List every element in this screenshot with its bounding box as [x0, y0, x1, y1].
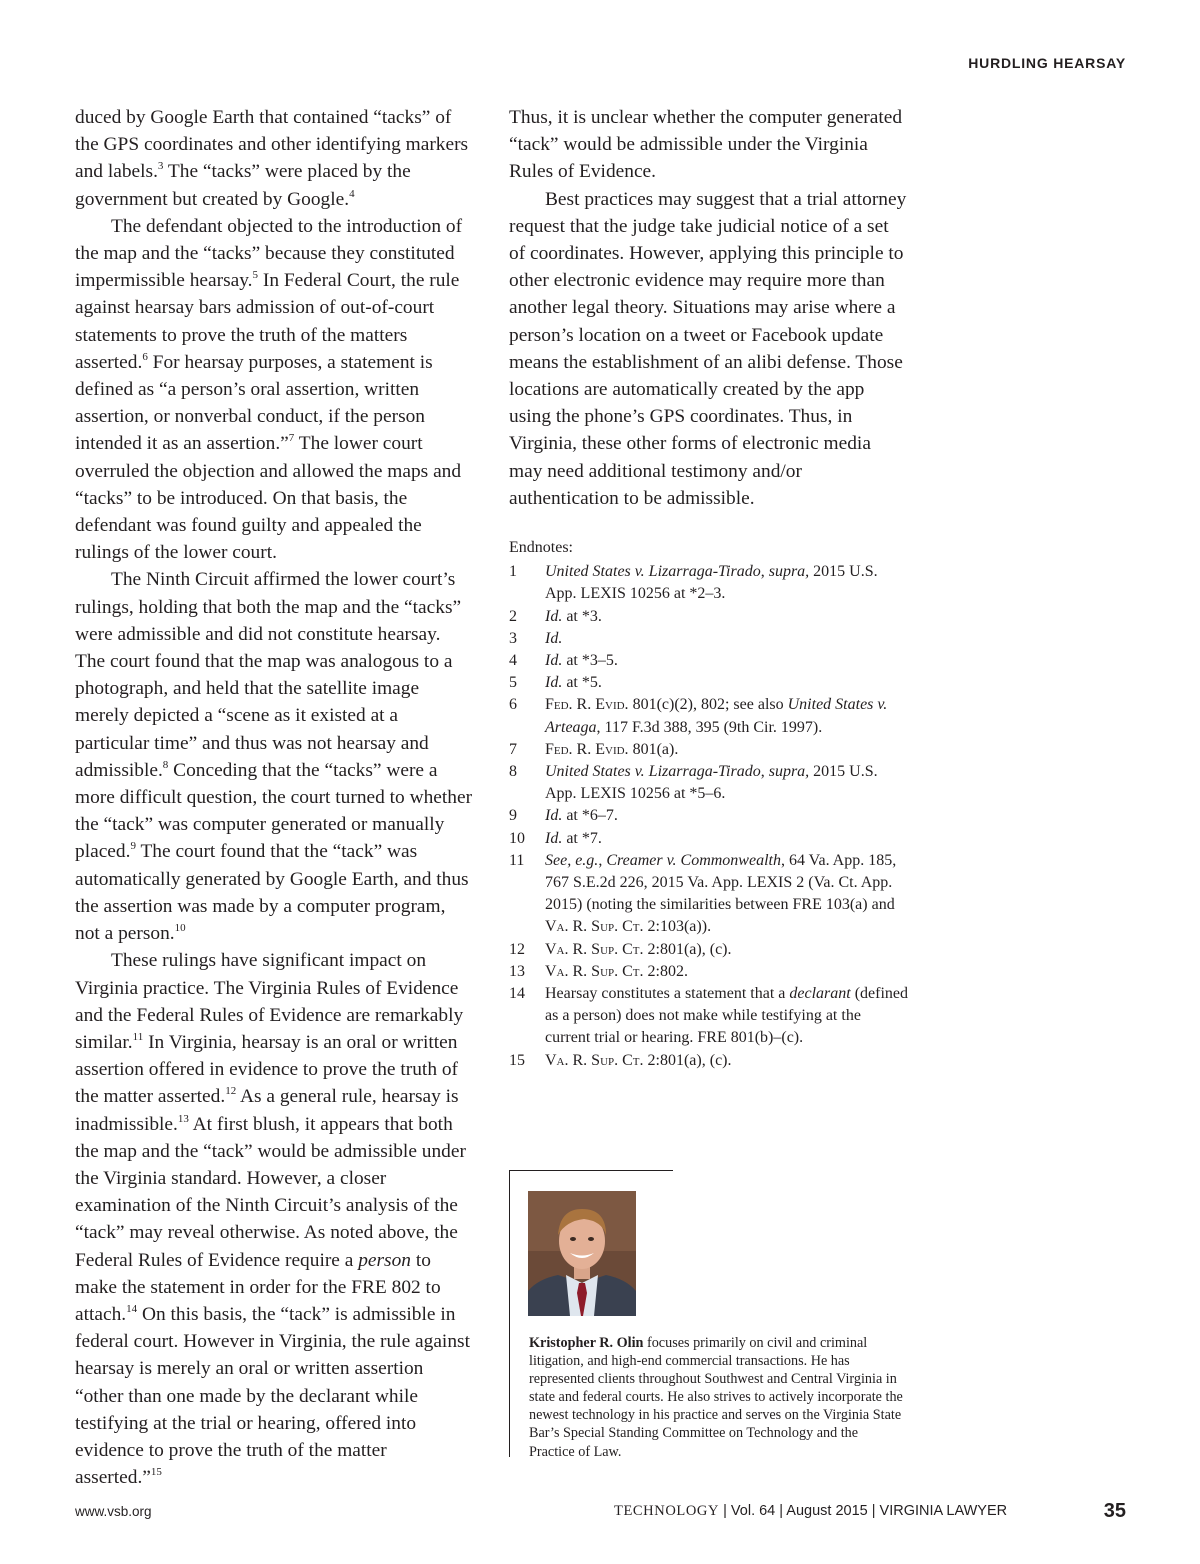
running-header: HURDLING HEARSAY	[968, 55, 1126, 71]
endnote-text	[545, 694, 909, 738]
endnotes	[509, 537, 909, 1072]
endnote-item	[509, 1050, 909, 1072]
endnote-text	[545, 983, 909, 1050]
endnote-number: 14	[509, 985, 525, 1003]
endnote-item	[509, 694, 909, 738]
citation-signal: supra,	[768, 563, 810, 581]
text: The lower court overruled the objection and allowed the maps and “tacks” to be introduced. On that basis, the defendant was found guilty and appealed the rulings of the lower court.	[75, 433, 462, 564]
endnote-number: 8	[509, 763, 517, 781]
endnote-number: 11	[509, 851, 525, 869]
footer-section: TECHNOLOGY	[614, 1503, 720, 1519]
text: 2:801(a), (c).	[643, 1051, 732, 1069]
text: These rulings have significant impact on Virginia practice. The Virginia Rules of Evidence and the Federal Rules of Evidence are remarkably similar.	[75, 950, 464, 1053]
emphasis: declarant	[789, 985, 851, 1003]
footer-publication: VIRGINIA LAWYER	[879, 1503, 1008, 1519]
endnote-ref[interactable]: 10	[174, 922, 186, 935]
text: The “tacks” were placed by the government but created by Google.	[75, 161, 411, 210]
endnote-item	[509, 983, 909, 1050]
emphasis: person	[358, 1249, 411, 1271]
text: 2:801(a), (c).	[643, 940, 732, 958]
author-portrait-icon	[528, 1191, 636, 1316]
text: 801(a).	[628, 740, 679, 758]
rule-citation: Va. R. Sup. Ct.	[545, 918, 644, 936]
text: In Federal Court, the rule against hearsay bars admission of out-of-court statements to prove the truth of the matters asserted.	[75, 270, 460, 373]
endnote-ref[interactable]: 6	[142, 350, 148, 363]
endnote-number: 15	[509, 1051, 525, 1069]
text: In Virginia, hearsay is an oral or written assertion offered in evidence to prove the truth of the matter asserted.	[75, 1031, 459, 1108]
bio-divider-top	[509, 1170, 673, 1171]
text: duced by Google Earth that contained “tacks” of the GPS coordinates and other identifying markers and labels.	[75, 107, 469, 183]
endnote-ref[interactable]: 8	[162, 758, 169, 771]
endnote-text	[545, 650, 909, 672]
rule-citation: Fed. R. Evid.	[545, 740, 629, 758]
endnotes-title: Endnotes:	[509, 539, 573, 556]
citation-signal: Id.	[545, 807, 563, 825]
text: 2:103(a)).	[643, 918, 712, 936]
endnote-number: 3	[509, 629, 517, 647]
endnote-number: 13	[509, 962, 525, 980]
endnote-text	[545, 828, 909, 850]
text: Conceding that the “tacks” were a more difficult question, the court turned to whether the “tack” was computer generated or manually placed.	[75, 759, 473, 863]
paragraph	[75, 213, 475, 567]
citation-signal: Id.	[545, 652, 563, 670]
text: at *3–5.	[562, 652, 618, 670]
rule-citation: Va. R. Sup. Ct.	[545, 962, 644, 980]
endnote-text	[545, 850, 909, 939]
text: Hearsay constitutes a statement that a	[545, 985, 790, 1003]
endnote-ref[interactable]: 14	[126, 1302, 138, 1315]
endnote-item	[509, 761, 909, 805]
citation-signal: Id.	[545, 629, 563, 647]
endnote-item	[509, 828, 909, 850]
endnote-ref[interactable]: 13	[177, 1112, 189, 1125]
footer-separator: |	[719, 1503, 731, 1519]
text: , 117 F.3d 388, 395 (9th Cir. 1997).	[596, 718, 823, 736]
paragraph: Best practices may suggest that a trial attorney request that the judge take judicial notice of a set of coordinates. However, applying this principle to other electronic evidence may require more than another legal theory. Situations may arise where a person’s location on a tweet or Facebook update means the establishment of an alibi defense. Those locations are automatically created by the app using the phone’s GPS coordinates. Thus, in Virginia, these other forms of electronic media may need additional testimony and/or authentication to be admissible.	[509, 188, 907, 509]
author-name: Kristopher R. Olin	[529, 1335, 644, 1351]
footer-separator: |	[867, 1503, 880, 1519]
endnote-ref[interactable]: 3	[157, 160, 164, 173]
endnote-number: 5	[509, 674, 517, 692]
citation-signal: Id.	[545, 829, 563, 847]
text: ,	[760, 563, 769, 581]
case-name: Creamer v. Commonwealth	[606, 851, 781, 869]
text: ,	[598, 851, 607, 869]
paragraph	[75, 947, 475, 1491]
footer-volume: Vol. 64	[730, 1503, 776, 1519]
endnote-number: 1	[509, 563, 517, 581]
page-number: 35	[1103, 1500, 1126, 1522]
endnote-item	[509, 561, 909, 605]
endnote-text	[545, 761, 909, 805]
footer-website-link[interactable]: www.vsb.org	[75, 1504, 152, 1519]
text: At first blush, it appears that both the map and the “tack” would be admissible under the Virginia standard. However, a closer examination of the Ninth Circuit’s analysis of the “tack” may reveal otherwise. As noted above, the Federal Rules of Evidence require a	[75, 1113, 466, 1271]
endnote-text	[545, 805, 909, 827]
endnote-number: 12	[509, 940, 525, 958]
endnote-ref[interactable]: 9	[130, 840, 136, 853]
endnote-item	[509, 628, 909, 650]
text: As a general rule, hearsay is inadmissible.	[75, 1086, 459, 1135]
endnote-ref[interactable]: 7	[288, 432, 295, 445]
endnote-text	[545, 606, 909, 628]
endnote-item	[509, 850, 909, 939]
text: at *5.	[562, 674, 602, 692]
case-name: United States v. Lizarraga-Tirado	[545, 763, 761, 781]
endnote-text	[545, 672, 909, 694]
endnote-ref[interactable]: 15	[150, 1466, 162, 1479]
endnote-item	[509, 961, 909, 983]
text: to make the statement in order for the FRE 802 to attach.	[75, 1249, 441, 1325]
endnote-number: 10	[509, 829, 525, 847]
footer-separator: |	[775, 1503, 787, 1519]
text: at *6–7.	[562, 807, 618, 825]
endnote-item	[509, 606, 909, 628]
endnote-text	[545, 739, 909, 761]
footer-issue-info	[614, 1503, 1007, 1520]
text: 2015 U.S. App. LEXIS 10256 at *5–6.	[545, 763, 878, 803]
rule-citation: Va. R. Sup. Ct.	[545, 940, 644, 958]
endnote-number: 6	[509, 696, 517, 714]
text: The defendant objected to the introduction of the map and the “tacks” because they constituted impermissible hearsay.	[75, 215, 463, 292]
endnote-number: 9	[509, 807, 517, 825]
author-bio-text: focuses primarily on civil and criminal litigation, and high-end commercial transactions. He has represented clients throughout Southwest and Central Virginia in state and federal courts. He also strives to actively incorporate the newest technology in his practice and serves on the Virginia State Bar’s Special Standing Committee on Technology and the Practice of Law.	[529, 1335, 903, 1460]
citation-signal: Id.	[545, 674, 563, 692]
endnote-item	[509, 939, 909, 961]
citation-signal: See, e.g.	[545, 851, 599, 869]
text: 2015 U.S. App. LEXIS 10256 at *2–3.	[545, 563, 878, 603]
endnote-text	[545, 939, 909, 961]
endnote-text	[545, 1050, 909, 1072]
endnote-ref[interactable]: 5	[252, 269, 259, 282]
endnote-item	[509, 805, 909, 827]
author-bio	[529, 1334, 907, 1461]
endnote-item	[509, 672, 909, 694]
text: , 64 Va. App. 185, 767 S.E.2d 226, 2015 Va. App. LEXIS 2 (Va. Ct. App. 2015) (noting the similarities between FRE 103(a) and	[545, 851, 897, 914]
paragraph: Thus, it is unclear whether the computer generated “tack” would be admissible under the Virginia Rules of Evidence.	[509, 107, 903, 183]
text: at *7.	[562, 829, 602, 847]
endnote-number: 2	[509, 607, 517, 625]
case-name: United States v. Arteaga	[545, 696, 888, 736]
endnote-text	[545, 628, 909, 650]
endnote-number: 4	[509, 652, 517, 670]
endnote-ref[interactable]: 12	[225, 1085, 237, 1098]
text: The Ninth Circuit affirmed the lower court’s rulings, holding that both the map and the “tacks” were admissible and did not constitute hearsay. The court found that the map was analogous to a photograph, and held that the satellite image merely depicted a “scene as it existed at a particular time” and thus was not hearsay and admissible.	[75, 569, 462, 781]
bio-divider-left	[509, 1170, 510, 1457]
rule-citation: Va. R. Sup. Ct.	[545, 1051, 644, 1069]
text: ,	[760, 763, 769, 781]
paragraph	[75, 104, 475, 213]
rule-citation: Fed. R. Evid.	[545, 696, 629, 714]
paragraph	[75, 566, 475, 947]
article-body-left	[75, 104, 475, 1491]
text: 801(c)(2), 802; see also	[628, 696, 788, 714]
text: (defined as a person) does not make while testifying at the current trial or hearing. FRE 801(b)–(c).	[545, 985, 908, 1047]
text: For hearsay purposes, a statement is defined as “a person’s oral assertion, written assertion, or nonverbal conduct, if the person intended it as an assertion.”	[75, 351, 433, 455]
text: 2:802.	[643, 962, 688, 980]
citation-signal: supra,	[768, 763, 810, 781]
endnote-item	[509, 739, 909, 761]
endnote-text	[545, 561, 909, 605]
endnote-ref[interactable]: 4	[349, 187, 355, 200]
endnote-text	[545, 961, 909, 983]
text: The court found that the “tack” was automatically generated by Google Earth, and thus the assertion was made by a computer program, not a person.	[75, 841, 469, 945]
citation-signal: Id.	[545, 607, 563, 625]
text: On this basis, the “tack” is admissible in federal court. However in Virginia, the rule against hearsay is merely an oral or written assertion “other than one made by the declarant while testifying at the trial or hearing, offered into evidence to prove the truth of the matter asserted.”	[75, 1303, 470, 1489]
endnote-ref[interactable]: 11	[132, 1030, 144, 1043]
endnote-item	[509, 650, 909, 672]
article-body-right	[509, 104, 909, 512]
case-name: United States v. Lizarraga-Tirado	[545, 563, 761, 581]
endnote-number: 7	[509, 740, 517, 758]
text: at *3.	[562, 607, 602, 625]
footer-date: August 2015	[786, 1503, 868, 1519]
